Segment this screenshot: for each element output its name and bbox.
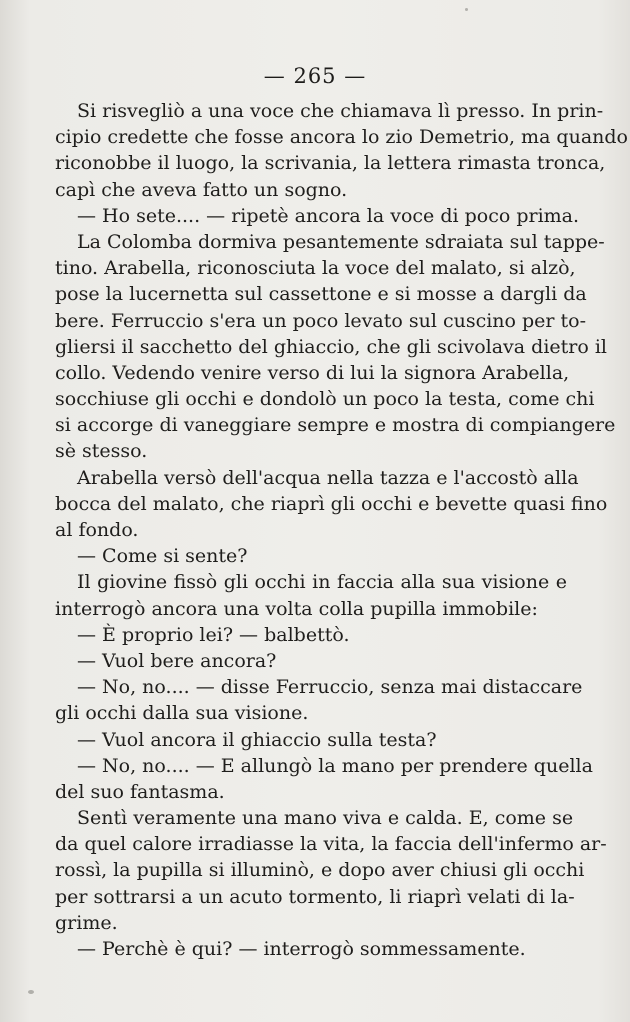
- text-line: capì che aveva fatto un sogno.: [55, 178, 348, 201]
- text-line: — Come si sente?: [77, 545, 248, 568]
- page-number: — 265 —: [263, 64, 367, 88]
- text-line: grime.: [55, 911, 118, 934]
- text-line: — È proprio lei? — balbettò.: [77, 623, 350, 646]
- text-line: socchiuse gli occhi e dondolò un poco la testa, come chi: [55, 388, 595, 411]
- text-line: gli occhi dalla sua visione.: [55, 702, 309, 725]
- text-line: — Vuol bere ancora?: [77, 649, 277, 672]
- text-line: rossì, la pupilla si illuminò, e dopo aver chiusi gli occhi: [55, 859, 585, 882]
- body-text: [55, 98, 628, 962]
- text-line: bere. Ferruccio s'era un poco levato sul cuscino per to-: [55, 309, 587, 332]
- text-line: cipio credette che fosse ancora lo zio Demetrio, ma quando: [55, 126, 628, 149]
- text-line: gliersi il sacchetto del ghiaccio, che gli scivolava dietro il: [55, 335, 607, 358]
- text-line: interrogò ancora una volta colla pupilla immobile:: [55, 597, 538, 620]
- text-line: del suo fantasma.: [55, 780, 225, 803]
- text-line: sè stesso.: [55, 440, 148, 463]
- text-line: — No, no.... — E allungò la mano per prendere quella: [77, 754, 593, 777]
- text-line: da quel calore irradiasse la vita, la faccia dell'infermo ar-: [55, 833, 607, 856]
- text-line: La Colomba dormiva pesantemente sdraiata sul tappe-: [77, 230, 605, 253]
- text-line: al fondo.: [55, 519, 139, 541]
- text-line: collo. Vedendo venire verso di lui la signora Arabella,: [55, 361, 570, 384]
- text-line: si accorge di vaneggiare sempre e mostra di compiangere: [55, 414, 616, 437]
- text-line: riconobbe il luogo, la scrivania, la lettera rimasta tronca,: [55, 152, 606, 175]
- text-line: per sottrarsi a un acuto tormento, li riaprì velati di la-: [55, 885, 575, 908]
- text-line: tino. Arabella, riconosciuta la voce del malato, si alzò,: [55, 257, 576, 280]
- text-line: bocca del malato, che riaprì gli occhi e bevette quasi fino: [55, 492, 608, 515]
- text-line: — Ho sete.... — ripetè ancora la voce di poco prima.: [77, 204, 580, 227]
- text-line: pose la lucernetta sul cassettone e si mosse a dargli da: [55, 283, 587, 306]
- text-line: Sentì veramente una mano viva e calda. E, come se: [77, 807, 574, 830]
- text-line: Arabella versò dell'acqua nella tazza e l'accostò alla: [77, 466, 579, 489]
- text-line: Si risvegliò a una voce che chiamava lì presso. In prin-: [77, 100, 604, 122]
- paper-speck: [465, 8, 468, 11]
- text-line: — No, no.... — disse Ferruccio, senza mai distaccare: [77, 676, 583, 699]
- text-line: Il giovine fissò gli occhi in faccia alla sua visione e: [77, 571, 567, 594]
- text-line: — Perchè è qui? — interrogò sommessamente.: [77, 938, 526, 960]
- text-line: — Vuol ancora il ghiaccio sulla testa?: [77, 728, 437, 751]
- paper-speck: [28, 990, 34, 994]
